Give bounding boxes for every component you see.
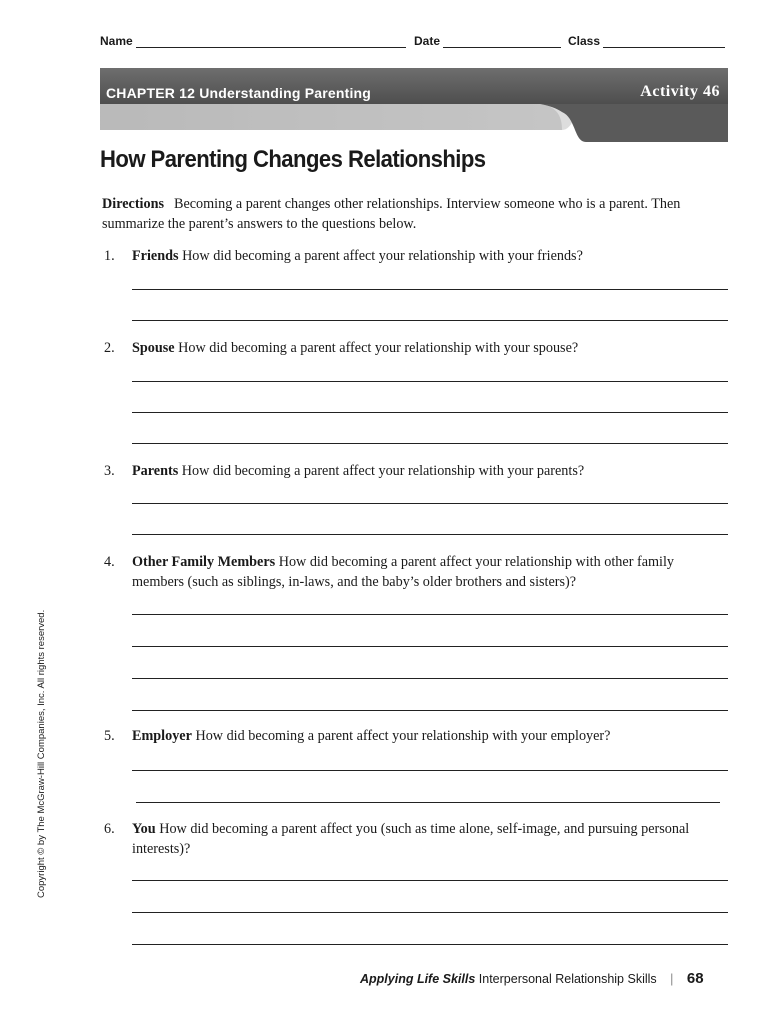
answer-line[interactable] <box>132 320 728 321</box>
question-prompt: How did becoming a parent affect your relationship with other family members (such as siblings, in-laws, and the baby’s older brothers and sisters)? <box>132 554 674 590</box>
answer-line[interactable] <box>132 944 728 945</box>
date-blank[interactable] <box>443 35 561 48</box>
answer-line[interactable] <box>132 503 728 504</box>
question-prompt: How did becoming a parent affect you (such as time alone, self-image, and pursuing personal interests)? <box>132 821 690 857</box>
question-number: 3. <box>104 463 115 479</box>
copyright-notice: Copyright © by The McGraw-Hill Companies, Inc. All rights reserved. <box>36 609 47 898</box>
question-prompt: How did becoming a parent affect your relationship with your parents? <box>181 463 585 479</box>
answer-line[interactable] <box>132 646 728 647</box>
question-text <box>132 552 722 592</box>
question-prompt: How did becoming a parent affect your relationship with your friends? <box>182 248 583 264</box>
class-blank[interactable] <box>603 35 725 48</box>
name-label: Name <box>100 34 133 48</box>
question-text <box>132 338 722 358</box>
answer-line[interactable] <box>132 710 728 711</box>
answer-line[interactable] <box>132 534 728 535</box>
chapter-title: CHAPTER 12 Understanding Parenting <box>106 85 372 101</box>
question-number: 1. <box>104 248 115 264</box>
name-field[interactable] <box>100 34 406 48</box>
activity-number: Activity 46 <box>640 83 720 100</box>
question-topic: Other Family Members <box>132 554 276 570</box>
page-title: How Parenting Changes Relationships <box>100 146 486 173</box>
question-text <box>132 246 722 266</box>
directions-text: Becoming a parent changes other relationships. Interview someone who is a parent. Then summarize the parent’s answers to the questions below. <box>102 196 681 232</box>
directions-label: Directions <box>102 196 164 212</box>
question-topic: Friends <box>132 248 179 264</box>
question-topic: You <box>132 821 156 837</box>
question-prompt: How did becoming a parent affect your relationship with your spouse? <box>178 340 579 356</box>
answer-line[interactable] <box>132 443 728 444</box>
class-field[interactable] <box>568 34 725 48</box>
question-number: 5. <box>104 728 115 744</box>
answer-line[interactable] <box>132 912 728 913</box>
class-label: Class <box>568 34 601 48</box>
question-text <box>132 819 722 859</box>
answer-line[interactable] <box>132 381 728 382</box>
question-number: 4. <box>104 554 115 570</box>
student-info-row <box>100 34 728 52</box>
directions <box>102 194 732 234</box>
answer-line[interactable] <box>132 770 728 771</box>
date-field[interactable] <box>414 34 561 48</box>
question-topic: Employer <box>132 728 192 744</box>
name-blank[interactable] <box>136 35 406 48</box>
answer-line[interactable] <box>132 412 728 413</box>
question-prompt: How did becoming a parent affect your relationship with your employer? <box>195 728 611 744</box>
page-footer <box>360 970 728 990</box>
chapter-banner <box>100 68 728 142</box>
book-title: Applying Life Skills <box>360 972 476 986</box>
page-number: 68 <box>686 970 704 987</box>
question-topic: Parents <box>132 463 179 479</box>
answer-line[interactable] <box>132 678 728 679</box>
question-text <box>132 726 722 746</box>
question-text <box>132 461 722 481</box>
section-title: Interpersonal Relationship Skills <box>478 972 657 986</box>
footer-separator: | <box>670 972 674 986</box>
answer-line[interactable] <box>132 880 728 881</box>
answer-line[interactable] <box>132 289 728 290</box>
date-label: Date <box>414 34 441 48</box>
answer-line[interactable] <box>136 802 720 803</box>
question-number: 6. <box>104 821 115 837</box>
question-number: 2. <box>104 340 115 356</box>
question-topic: Spouse <box>132 340 175 356</box>
answer-line[interactable] <box>132 614 728 615</box>
banner-graphic <box>100 68 728 142</box>
